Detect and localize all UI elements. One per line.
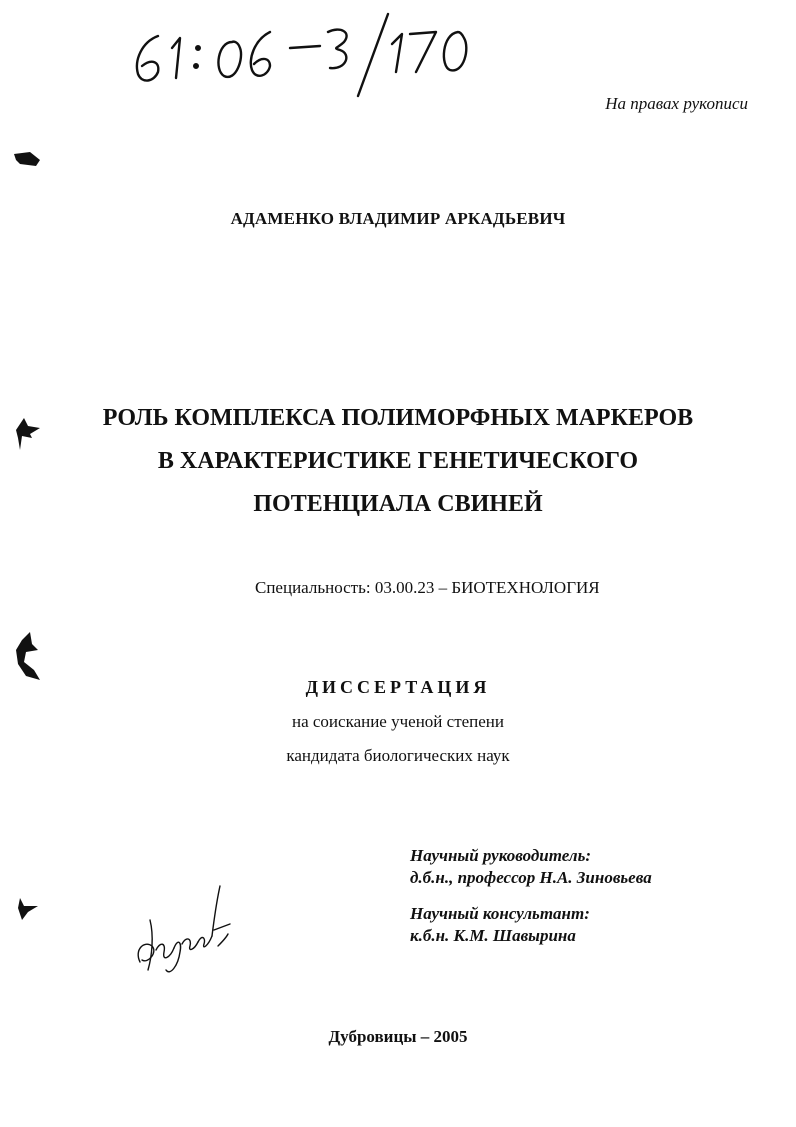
margin-mark — [10, 896, 44, 924]
title-line: В ХАРАКТЕРИСТИКЕ ГЕНЕТИЧЕСКОГО — [157, 448, 639, 474]
title-line: РОЛЬ КОМПЛЕКСА ПОЛИМОРФНЫХ МАРКЕРОВ — [102, 405, 694, 431]
margin-mark — [10, 148, 44, 170]
author-name: АДАМЕНКО ВЛАДИМИР АРКАДЬЕВИЧ — [230, 209, 566, 228]
degree-line-1: на соискание ученой степени — [291, 712, 505, 731]
consultant-label: Научный консультант: — [410, 904, 590, 923]
handwritten-signature — [130, 880, 240, 980]
advisors-block — [410, 845, 652, 947]
handwritten-archive-code — [120, 8, 490, 98]
supervisor-name: д.б.н., профессор Н.А. Зиновьева — [410, 868, 652, 887]
dissertation-title — [0, 397, 796, 526]
archive-code-text — [120, 8, 490, 9]
consultant-name: к.б.н. К.М. Шавырина — [410, 926, 576, 945]
degree-line-2: кандидата биологических наук — [286, 746, 510, 765]
dissertation-label: ДИССЕРТАЦИЯ — [305, 677, 491, 697]
margin-mark — [10, 630, 44, 682]
specialty-line: Специальность: 03.00.23 – БИОТЕХНОЛОГИЯ — [255, 578, 600, 597]
rights-notice: На правах рукописи — [605, 94, 748, 113]
city-year: Дубровицы – 2005 — [328, 1027, 468, 1046]
margin-mark — [10, 416, 44, 452]
title-line: ПОТЕНЦИАЛА СВИНЕЙ — [253, 491, 543, 517]
archive-code-strokes — [120, 8, 490, 98]
supervisor-label: Научный руководитель: — [410, 846, 592, 865]
